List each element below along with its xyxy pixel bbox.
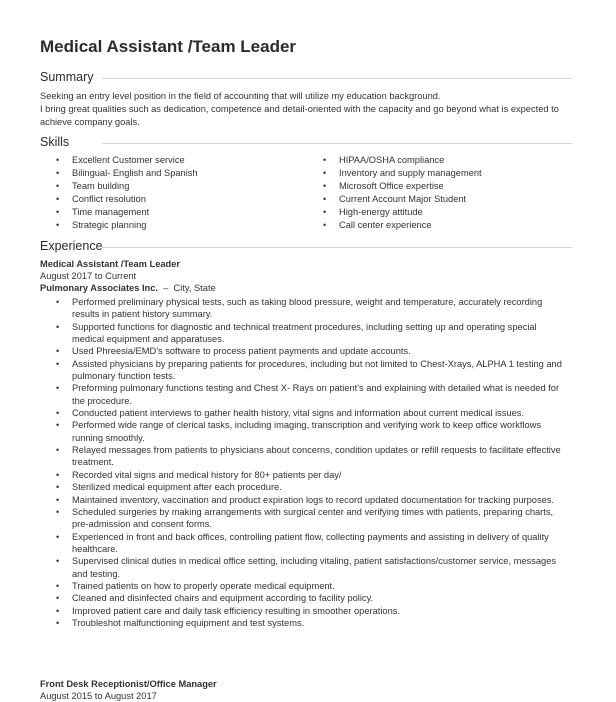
- experience-heading: Experience: [40, 239, 103, 253]
- skills-heading: Skills: [40, 135, 70, 149]
- duty-item: • Scheduled surgeries by making arrangements with surgical center and verifying times with patients, preparing charts, pre-admission and consent forms.: [56, 506, 568, 531]
- duty-item: • Improved patient care and daily task efficiency resulting in smoother operations.: [56, 605, 568, 617]
- job-title: Medical Assistant /Team Leader: [40, 259, 181, 269]
- duty-item: • Recorded vital signs and medical history for 80+ patients per day/: [56, 469, 568, 481]
- duty-item: • Trained patients on how to properly operate medical equipment.: [56, 580, 568, 592]
- skill-item: • Microsoft Office expertise: [323, 180, 482, 193]
- skill-item: • Time management: [56, 206, 198, 219]
- skill-item: • Conflict resolution: [56, 193, 198, 206]
- duty-item: • Assisted physicians by preparing patients for procedures, including but not limited to Chest-Xrays, ALPHA 1 testing and pulmonary function tests.: [56, 358, 568, 383]
- job-duties: [40, 296, 568, 629]
- duty-item: • Troubleshot malfunctioning equipment and test systems.: [56, 617, 568, 629]
- experience-divider: [102, 247, 572, 248]
- summary-line: I bring great qualities such as dedication, competence and detail-oriented with the capacity and go beyond what is expected to achieve company goals.: [40, 104, 559, 127]
- job-entry: [40, 678, 580, 702]
- duty-item: • Preforming pulmonary functions testing and Chest X- Rays on patient's and explaining with detailed what is needed for the procedure.: [56, 382, 568, 407]
- duty-item: • Performed preliminary physical tests, such as taking blood pressure, weight and temperature, accurately recording results in patient history summary.: [56, 296, 568, 321]
- skills-list-right: [323, 154, 482, 232]
- skill-item: • Call center experience: [323, 219, 482, 232]
- summary-line: Seeking an entry level position in the field of accounting that will utilize my education background.: [40, 91, 441, 101]
- employer-separator: –: [160, 283, 174, 293]
- skill-item: • High-energy attitude: [323, 206, 482, 219]
- employer-location: City, State: [173, 283, 216, 293]
- duty-item: • Relayed messages from patients to physicians about concerns, condition updates or refill requests to facilitate effective treatment.: [56, 444, 568, 469]
- job-employer-line: [40, 282, 580, 294]
- duty-item: • Supported functions for diagnostic and technical treatment procedures, including setting up and operating special medical equipment and apparatuses.: [56, 321, 568, 346]
- skill-item: • Strategic planning: [56, 219, 198, 232]
- duty-item: • Sterilized medical equipment after each procedure.: [56, 481, 568, 493]
- job-title: Front Desk Receptionist/Office Manager: [40, 679, 217, 689]
- duty-item: • Experienced in front and back offices, controlling patient flow, collecting payments and assisting in delivery of quality healthcare.: [56, 531, 568, 556]
- summary-divider: [102, 78, 572, 79]
- skill-item: • Current Account Major Student: [323, 193, 482, 206]
- duty-item: • Cleaned and disinfected chairs and equipment according to facility policy.: [56, 592, 568, 604]
- skill-item: • HIPAA/OSHA compliance: [323, 154, 482, 167]
- duty-item: • Maintained inventory, vaccination and product expiration logs to record updated documentation for tracking purposes.: [56, 494, 568, 506]
- duty-item: • Performed wide range of clerical tasks, including imaging, transcription and verifying work to keep office workflows running smoothly.: [56, 419, 568, 444]
- job-dates: August 2017 to Current: [40, 271, 137, 281]
- summary-text: [40, 90, 580, 129]
- skills-divider: [102, 143, 572, 144]
- skill-item: • Inventory and supply management: [323, 167, 482, 180]
- skill-item: • Bilingual- English and Spanish: [56, 167, 198, 180]
- employer-name: Pulmonary Associates Inc.: [40, 283, 158, 293]
- duty-item: • Used Phreesia/EMD's software to process patient payments and update accounts.: [56, 345, 568, 357]
- duty-item: • Supervised clinical duties in medical office setting, including vitaling, patient satisfactions/customer service, messages and testing.: [56, 555, 568, 580]
- summary-heading: Summary: [40, 70, 94, 84]
- skills-list-left: [56, 154, 198, 232]
- job-entry: [40, 258, 580, 629]
- duty-item: • Conducted patient interviews to gather health history, vital signs and information about current medical issues.: [56, 407, 568, 419]
- resume-name: Medical Assistant /Team Leader: [40, 37, 297, 56]
- skill-item: • Team building: [56, 180, 198, 193]
- skill-item: • Excellent Customer service: [56, 154, 198, 167]
- job-dates: August 2015 to August 2017: [40, 691, 157, 701]
